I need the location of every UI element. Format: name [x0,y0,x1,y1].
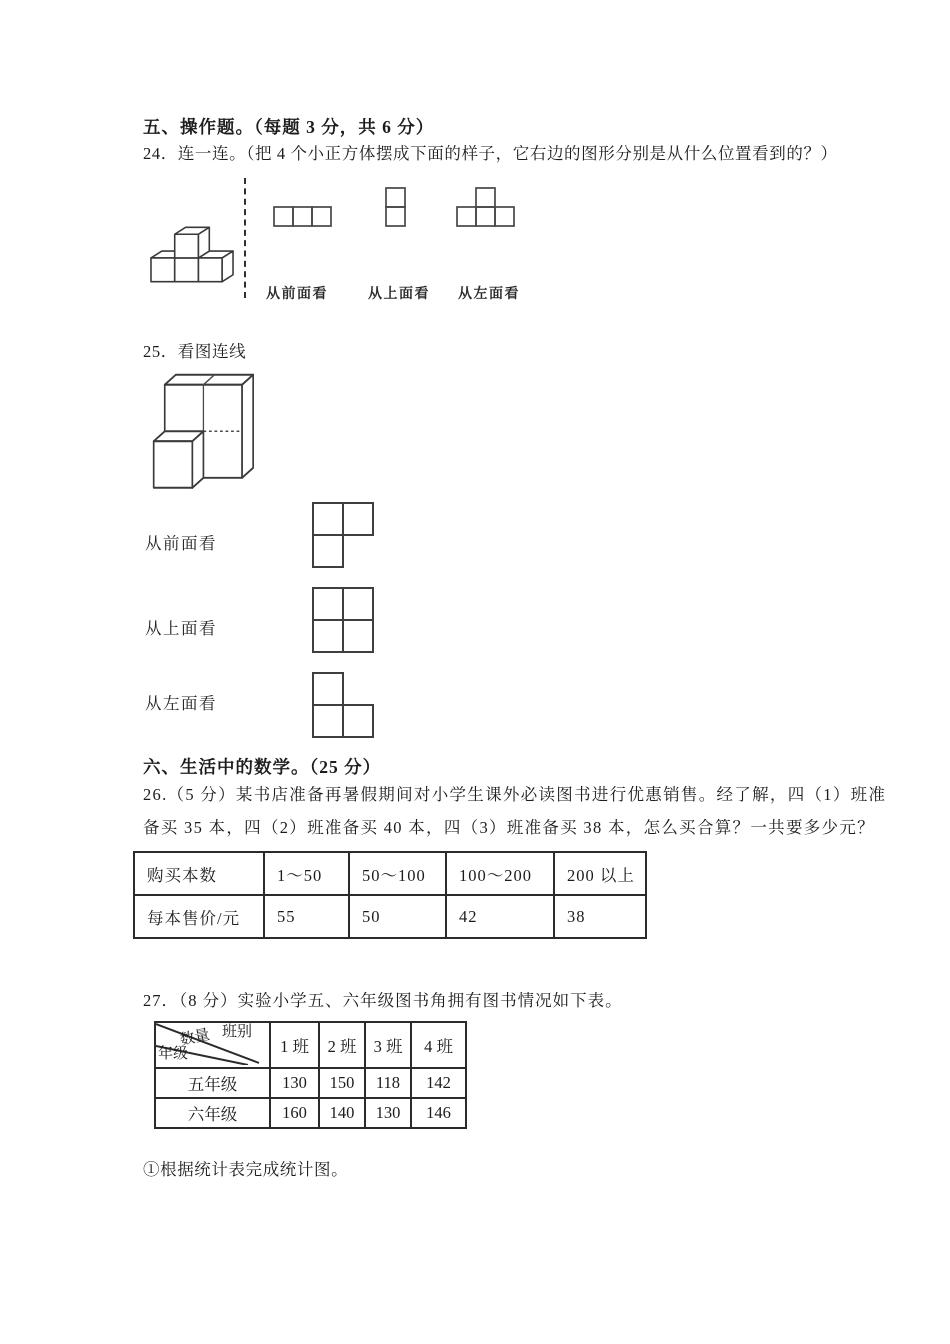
q25-question-text: 25．看图连线 [143,342,247,361]
section5-title: 五、操作题。（每题 3 分，共 6 分） [143,117,435,137]
q27-value-cell: 140 [319,1098,365,1128]
q25-view-front-shape [312,502,375,569]
q27-value-cell: 130 [270,1068,319,1098]
q26-cell: 1～50 [264,852,349,895]
q24-label-view-front: 从前面看 [266,287,328,302]
q27-value-cell: 146 [411,1098,466,1128]
q25-view-top-shape [312,587,375,654]
q27-stats-table [154,1021,467,1129]
q26-price-table [133,851,647,939]
q26-cell: 购买本数 [134,852,264,895]
q27-col-header: 4 班 [411,1022,466,1068]
q27-table-header-row [155,1022,466,1068]
q25-view-front-drawing [312,502,375,569]
q25-label-view-top: 从上面看 [145,619,217,638]
q26-table-row-quantity [134,852,646,895]
q27-value-cell: 142 [411,1068,466,1098]
q24-view-front-drawing [273,206,333,228]
q27-value-cell: 130 [365,1098,411,1128]
q27-value-cell: 160 [270,1098,319,1128]
q26-cell: 38 [554,895,646,938]
q27-col-header: 1 班 [270,1022,319,1068]
q27-corner-cell [155,1022,270,1068]
q27-corner-label-class: 班别 [222,1024,253,1040]
q25-label-view-front: 从前面看 [145,534,217,553]
q27-col-header: 3 班 [365,1022,411,1068]
section6-title: 六、生活中的数学。（25 分） [143,757,382,777]
q26-cell: 42 [446,895,554,938]
q24-view-top-drawing [385,187,407,228]
q27-table-row-grade5 [155,1068,466,1098]
q24-cube-solid-drawing [150,226,236,284]
q27-subquestion-1: ①根据统计表完成统计图。 [143,1160,349,1179]
q24-view-front-shape [273,206,333,228]
q27-col-header: 2 班 [319,1022,365,1068]
q26-question-line2: 备买 35 本，四（2）班准备买 40 本，四（3）班准备买 38 本，怎么买合算？一共要多少元？ [143,818,875,837]
q25-label-view-left: 从左面看 [145,694,217,713]
q25-cube-solid-figure [150,367,255,490]
q24-label-view-top: 从上面看 [368,287,430,302]
q27-table-row-grade6 [155,1098,466,1128]
q27-question-text: 27．（8 分）实验小学五、六年级图书角拥有图书情况如下表。 [143,991,623,1010]
q25-view-top-drawing [312,587,375,654]
q25-cube-solid-drawing [150,367,255,490]
q24-cube-solid-figure [150,226,236,284]
q26-cell: 50 [349,895,446,938]
q24-label-view-left: 从左面看 [458,287,520,302]
q27-corner-label-quantity: 数量 [178,1027,212,1049]
q27-row-label: 六年级 [155,1098,270,1128]
q24-view-top-shape [385,187,407,228]
q27-value-cell: 118 [365,1068,411,1098]
q26-cell: 每本售价/元 [134,895,264,938]
q26-cell: 55 [264,895,349,938]
q24-dashed-divider [244,178,246,298]
q26-table-row-price [134,895,646,938]
q25-view-left-drawing [312,672,375,739]
q26-cell: 100～200 [446,852,554,895]
q26-cell: 200 以上 [554,852,646,895]
q27-corner-label-grade: 年级 [158,1046,189,1062]
q27-value-cell: 150 [319,1068,365,1098]
q27-row-label: 五年级 [155,1068,270,1098]
q24-view-left-drawing [456,187,516,228]
q24-question-text: 24．连一连。（把 4 个小正方体摆成下面的样子，它右边的图形分别是从什么位置看到的？） [143,144,838,163]
q24-view-left-shape [456,187,516,228]
q26-cell: 50～100 [349,852,446,895]
q25-view-left-shape [312,672,375,739]
q26-question-line1: 26.（5 分）某书店准备再暑假期间对小学生课外必读图书进行优惠销售。经了解，四（1）班准 [143,785,887,804]
